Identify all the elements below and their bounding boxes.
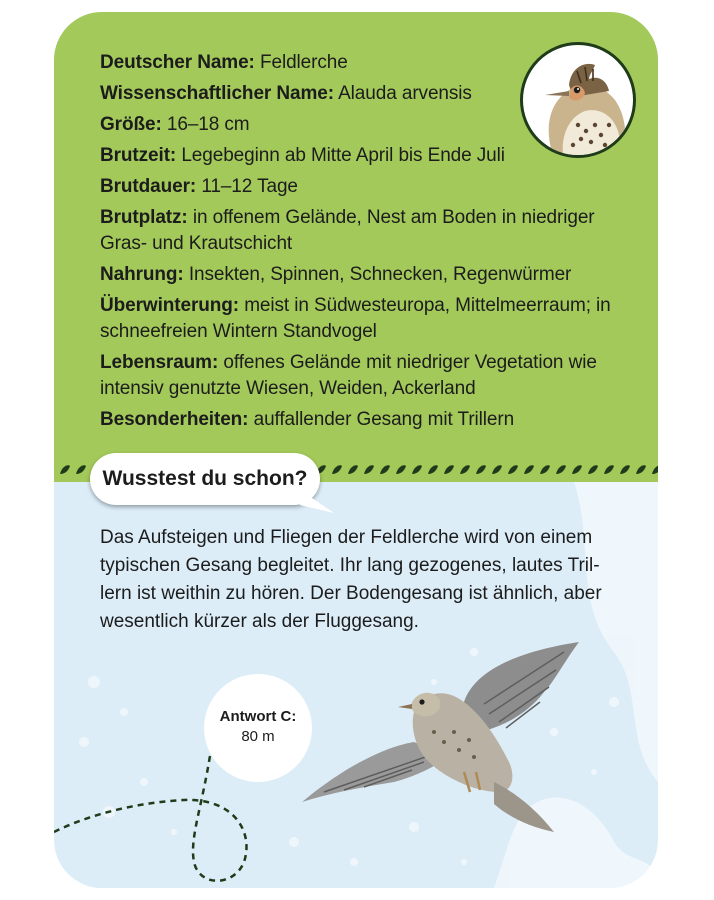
leaf-icon xyxy=(332,465,342,474)
fact-item xyxy=(100,205,620,257)
leaf-icon xyxy=(604,465,614,474)
leaf-icon xyxy=(572,465,582,474)
fact-label: Nahrung: xyxy=(100,264,184,285)
fact-value: in offenem Gelände, Nest am Boden in niedriger Gras- und Krautschicht xyxy=(100,207,595,254)
fact-item xyxy=(100,262,620,288)
leaf-icon xyxy=(588,465,598,474)
leaf-icon xyxy=(652,465,658,474)
fact-value: offenes Gelände mit niedriger Vegetation wie intensiv genutzte Wiesen, Weiden, Ackerland xyxy=(100,352,597,399)
fact-label: Wissenschaftlicher Name: xyxy=(100,83,334,104)
fact-label: Größe: xyxy=(100,114,162,135)
fact-label: Besonderheiten: xyxy=(100,409,249,430)
info-text: Das Aufsteigen und Fliegen der Feldlerche wird von einem typischen Gesang begleitet. Ihr lang gezogenes, lautes Trillern ist weithin zu hören. Der Bodengesang ist ähnlich, aber wesentlich kürzer als der Fluggesang. xyxy=(100,527,602,632)
fact-item xyxy=(100,293,620,345)
leaf-icon xyxy=(428,465,438,474)
fact-label: Deutscher Name: xyxy=(100,52,255,73)
leaf-icon xyxy=(348,465,358,474)
fact-label: Brutzeit: xyxy=(100,145,177,166)
fact-label: Lebensraum: xyxy=(100,352,219,373)
fact-value: 16–18 cm xyxy=(166,114,250,135)
fact-card xyxy=(54,12,658,888)
answer-value: 80 m xyxy=(241,728,275,745)
leaf-icon xyxy=(364,465,374,474)
question-bubble xyxy=(90,453,320,505)
fact-value: Insekten, Spinnen, Schnecken, Regenwürmer xyxy=(188,264,572,285)
question-heading: Wusstest du schon? xyxy=(102,467,308,490)
fact-value: Legebeginn ab Mitte April bis Ende Juli xyxy=(181,145,505,166)
fact-item xyxy=(100,350,620,402)
leaf-icon xyxy=(636,465,646,474)
fact-item xyxy=(100,174,620,200)
leaf-icon xyxy=(508,465,518,474)
fact-label: Überwinterung: xyxy=(100,295,239,316)
leaf-icon xyxy=(380,465,390,474)
leaf-icon xyxy=(540,465,550,474)
skylark-portrait-icon xyxy=(520,42,636,158)
fact-value: auffallender Gesang mit Trillern xyxy=(253,409,515,430)
leaf-icon xyxy=(620,465,630,474)
leaf-icon xyxy=(76,465,86,474)
fact-label: Brutplatz: xyxy=(100,207,188,228)
leaf-icon xyxy=(556,465,566,474)
fact-value: Feldlerche xyxy=(259,52,348,73)
leaf-icon xyxy=(460,465,470,474)
leaf-icon xyxy=(444,465,454,474)
leaf-icon xyxy=(492,465,502,474)
flying-skylark-illustration xyxy=(294,632,594,842)
leaf-icon xyxy=(476,465,486,474)
leaf-icon xyxy=(524,465,534,474)
fact-value: 11–12 Tage xyxy=(201,176,298,197)
fact-label: Brutdauer: xyxy=(100,176,197,197)
answer-label: Antwort C: xyxy=(219,708,297,725)
fact-item xyxy=(100,407,620,433)
leaf-icon xyxy=(60,465,70,474)
leaf-icon xyxy=(412,465,422,474)
fact-value: Alauda arvensis xyxy=(338,83,472,104)
fact-value: meist in Südwesteuropa, Mittelmeerraum; in schneefreien Wintern Standvogel xyxy=(100,295,611,342)
bubble-tail xyxy=(290,483,340,523)
fact-item xyxy=(100,143,620,169)
leaf-icon xyxy=(396,465,406,474)
